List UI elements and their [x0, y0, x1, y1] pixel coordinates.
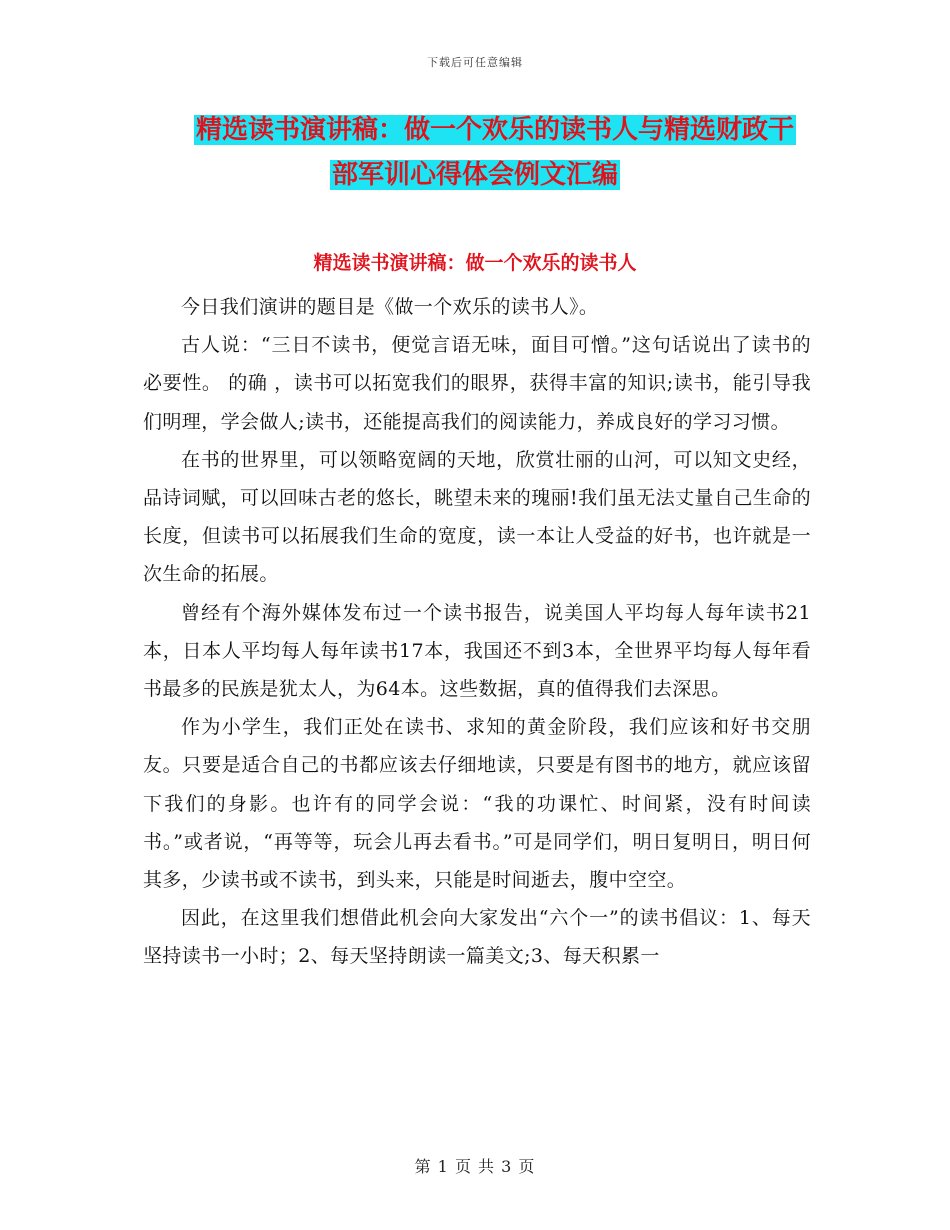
document-title-text-2: 部军训心得体会例文汇编 [331, 160, 618, 190]
document-title-text-1: 精选读书演讲稿：做一个欢乐的读书人与精选财政干 [195, 115, 794, 145]
section-heading: 精选读书演讲稿：做一个欢乐的读书人 [313, 252, 637, 274]
paragraph: 在书的世界里，可以领略宽阔的天地，欣赏壮丽的山河，可以知文史经，品诗词赋，可以回味古老的悠长，眺望未来的瑰丽!我们虽无法丈量自己生命的长度，但读书可以拓展我们生命的宽度，读一本让人受益的好书，也许就是一次生命的拓展。 [143, 448, 811, 586]
paragraph: 今日我们演讲的题目是《做一个欢乐的读书人》。 [181, 296, 599, 318]
paragraph: 古人说：“三日不读书，便觉言语无味，面目可憎。”这句话说出了读书的必要性。 的确 ，读书可以拓宽我们的眼界，获得丰富的知识;读书，能引导我们明理，学会做人;读书，还能提高我们的阅读能力，养成良好的学习习惯。 [143, 334, 811, 433]
body-text [143, 288, 811, 976]
page-footer: 第 1 页 共 3 页 [414, 1157, 536, 1176]
header-note: 下载后可任意编辑 [427, 56, 523, 69]
paragraph: 因此，在这里我们想借此机会向大家发出“六个一”的读书倡议：1、每天坚持读书一小时；2、每天坚持朗读一篇美文;3、每天积累一 [143, 907, 811, 968]
paragraph: 曾经有个海外媒体发布过一个读书报告，说美国人平均每人每年读书21本，日本人平均每人每年读书17本，我国还不到3本，全世界平均每人每年看书最多的民族是犹太人，为64本。这些数据，真的值得我们去深思。 [143, 601, 811, 701]
paragraph: 作为小学生，我们正处在读书、求知的黄金阶段，我们应该和好书交朋友。只要是适合自己的书都应该去仔细地读，只要是有图书的地方，就应该留下我们的身影。也许有的同学会说：“我的功课忙、时间紧，没有时间读书。”或者说，“再等等，玩会儿再去看书。”可是同学们，明日复明日，明日何其多，少读书或不读书，到头来，只能是时间逝去，腹中空空。 [143, 716, 811, 892]
document-title-line-1 [20, 110, 950, 150]
document-title-line-2 [0, 155, 950, 195]
